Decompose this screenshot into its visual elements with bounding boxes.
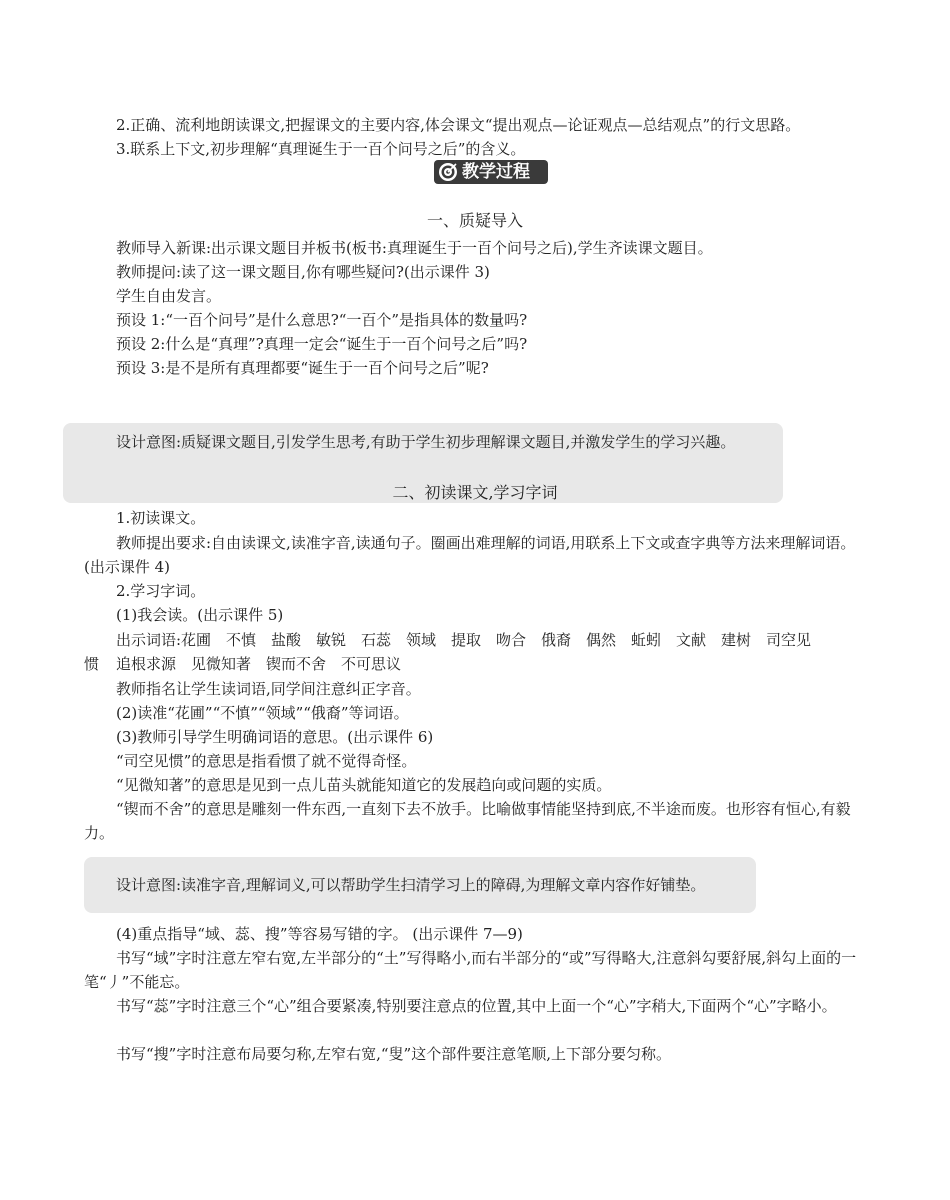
section1-line: 预设 3:是不是所有真理都要“诞生于一百个问号之后”呢? xyxy=(116,359,489,377)
section1-line: 教师导入新课:出示课文题目并板书(板书:真理诞生于一百个问号之后),学生齐读课文题目。 xyxy=(116,239,713,257)
section1-title: 一、质疑导入 xyxy=(426,211,523,230)
design-intent-text: 设计意图:读准字音,理解词义,可以帮助学生扫清学习上的障碍,为理解文章内容作好铺垫。 xyxy=(116,876,706,894)
design-intent-text: 设计意图:质疑课文题目,引发学生思考,有助于学生初步理解课文题目,并激发学生的学习兴趣。 xyxy=(116,433,736,451)
writing-guide: 书写“蕊”字时注意三个“心”组合要紧凑,特别要注意点的位置,其中上面一个“心”字稍大,下面两个“心”字略小。 xyxy=(116,997,837,1015)
target-icon xyxy=(438,162,458,182)
badge-label: 教学过程 xyxy=(462,162,530,182)
step-1: 1.初读课文。 xyxy=(116,509,206,527)
requirement-paragraph: 教师提出要求:自由读课文,读准字音,读通句子。圈画出难理解的词语,用联系上下文或查字典等方法来理解词语。(出示课件 4) xyxy=(84,534,856,576)
sub-step-1: (1)我会读。(出示课件 5) xyxy=(116,606,284,624)
objective-3: 3.联系上下文,初步理解“真理诞生于一百个问号之后”的含义。 xyxy=(116,140,526,158)
section1-line: 教师提问:读了这一课文题目,你有哪些疑问?(出示课件 3) xyxy=(116,263,490,281)
section1-line: 预设 1:“一百个问号”是什么意思?“一百个”是指具体的数量吗? xyxy=(116,311,528,329)
sub-step-4: (4)重点指导“域、蕊、搜”等容易写错的字。 (出示课件 7—9) xyxy=(116,925,523,943)
definition: “见微知著”的意思是见到一点儿苗头就能知道它的发展趋向或问题的实质。 xyxy=(116,776,612,794)
objective-2: 2.正确、流利地朗读课文,把握课文的主要内容,体会课文“提出观点—论证观点—总结观点”的行文思路。 xyxy=(116,116,801,134)
teacher-correct: 教师指名让学生读词语,同学间注意纠正字音。 xyxy=(116,680,421,698)
sub-step-2: (2)读准“花圃”“不慎”“领域”“俄裔”等词语。 xyxy=(116,704,409,722)
section2-title: 二、初读课文,学习字词 xyxy=(392,483,558,502)
section1-line: 预设 2:什么是“真理”?真理一定会“诞生于一百个问号之后”吗? xyxy=(116,335,528,353)
definition: “司空见惯”的意思是指看惯了就不觉得奇怪。 xyxy=(116,752,417,770)
step-2: 2.学习字词。 xyxy=(116,582,206,600)
teaching-process-badge xyxy=(434,160,548,184)
vocabulary-line: 追根求源 见微知著 锲而不舍 不可思议 xyxy=(116,655,402,673)
writing-guide: 书写“搜”字时注意布局要匀称,左窄右宽,“叟”这个部件要注意笔顺,上下部分要匀称。 xyxy=(116,1045,671,1063)
sub-step-3: (3)教师引导学生明确词语的意思。(出示课件 6) xyxy=(116,728,434,746)
vocabulary-line-continuation: 惯 xyxy=(84,655,100,673)
writing-guide: 书写“域”字时注意左窄右宽,左半部分的“土”写得略小,而右半部分的“或”写得略大,注意斜勾要舒展,斜勾上面的一笔“丿”不能忘。 xyxy=(84,949,857,991)
vocabulary-line: 出示词语:花圃 不慎 盐酸 敏锐 石蕊 领域 提取 吻合 俄裔 偶然 蚯蚓 文献 建树 司空见 xyxy=(116,631,812,649)
section1-line: 学生自由发言。 xyxy=(116,287,222,305)
definition-paragraph: “锲而不舍”的意思是雕刻一件东西,一直刻下去不放手。比喻做事情能坚持到底,不半途而废。也形容有恒心,有毅力。 xyxy=(84,800,851,842)
